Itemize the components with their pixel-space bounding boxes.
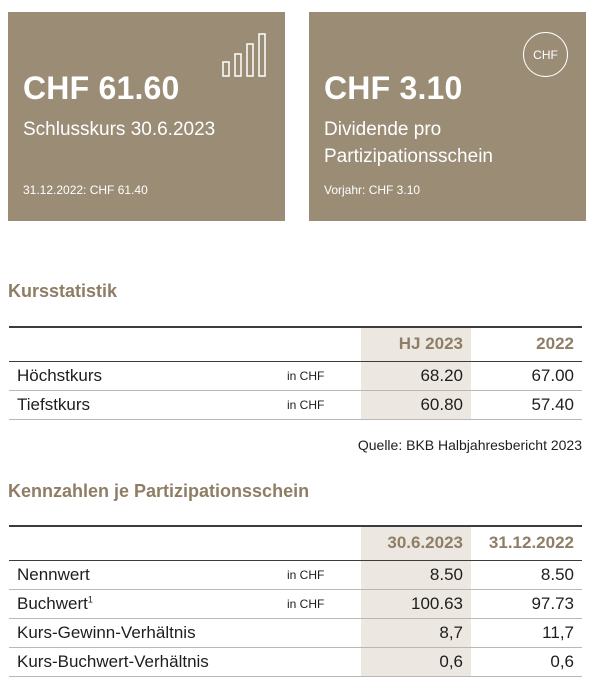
table-header-row <box>9 327 582 361</box>
bar-chart-icon <box>222 32 270 78</box>
row-value: 97.73 <box>471 589 582 618</box>
table-row <box>9 618 582 647</box>
footnote-marker: 1 <box>87 593 93 604</box>
kursstatistik-table <box>9 326 582 420</box>
source-note: Quelle: BKB Halbjahresbericht 2023 <box>357 437 582 453</box>
row-value: 0,6 <box>471 647 582 676</box>
row-label-text: Nennwert <box>17 564 90 584</box>
table-row <box>9 647 582 676</box>
column-header: 2022 <box>471 327 582 361</box>
column-header: HJ 2023 <box>361 327 471 361</box>
closing-price-prior-note: 31.12.2022: CHF 61.40 <box>23 183 148 197</box>
row-label: Höchstkurs <box>9 361 281 390</box>
row-value: 67.00 <box>471 361 582 390</box>
row-value: 8.50 <box>361 560 471 589</box>
dividend-prior-note: Vorjahr: CHF 3.10 <box>324 183 421 197</box>
chf-coin-icon: CHF <box>523 32 568 77</box>
dividend-tile <box>309 12 586 221</box>
row-unit: in CHF <box>281 361 361 390</box>
table-row <box>9 560 582 589</box>
table-row <box>9 589 582 618</box>
row-value: 8.50 <box>471 560 582 589</box>
row-label-text: Buchwert <box>17 593 88 613</box>
column-header: 31.12.2022 <box>471 526 582 560</box>
row-label <box>9 618 281 647</box>
closing-price-value: CHF 61.60 <box>23 70 180 106</box>
table-row <box>9 361 582 390</box>
row-label-text: Kurs-Gewinn-Verhältnis <box>17 622 196 642</box>
row-value: 68.20 <box>361 361 471 390</box>
table-row <box>9 390 582 419</box>
row-value: 57.40 <box>471 390 582 419</box>
dividend-value: CHF 3.10 <box>324 70 463 106</box>
row-value: 100.63 <box>361 589 471 618</box>
closing-price-tile <box>8 12 285 221</box>
row-value: 8,7 <box>361 618 471 647</box>
kennzahlen-title: Kennzahlen je Partizipationsschein <box>8 481 310 501</box>
row-unit: in CHF <box>281 589 361 618</box>
row-value: 0,6 <box>361 647 471 676</box>
row-value: 11,7 <box>471 618 582 647</box>
dividend-label <box>324 116 493 170</box>
closing-price-label <box>23 116 215 143</box>
row-label-text: Kurs-Buchwert-Verhältnis <box>17 651 209 671</box>
kennzahlen-table <box>9 525 582 677</box>
kursstatistik-title: Kursstatistik <box>8 281 118 301</box>
table-header-row <box>9 526 582 560</box>
row-unit: in CHF <box>281 560 361 589</box>
row-label <box>9 560 281 589</box>
row-unit: in CHF <box>281 390 361 419</box>
row-unit <box>281 647 361 676</box>
row-value: 60.80 <box>361 390 471 419</box>
dividend-label-line-1: Dividende pro <box>324 119 442 140</box>
row-label: Tiefstkurs <box>9 390 281 419</box>
row-label <box>9 647 281 676</box>
column-header: 30.6.2023 <box>361 526 471 560</box>
closing-price-label-line: Schlusskurs 30.6.2023 <box>23 119 216 140</box>
dividend-label-line-2: Partizipationsschein <box>324 146 493 167</box>
row-label <box>9 589 281 618</box>
row-unit <box>281 618 361 647</box>
